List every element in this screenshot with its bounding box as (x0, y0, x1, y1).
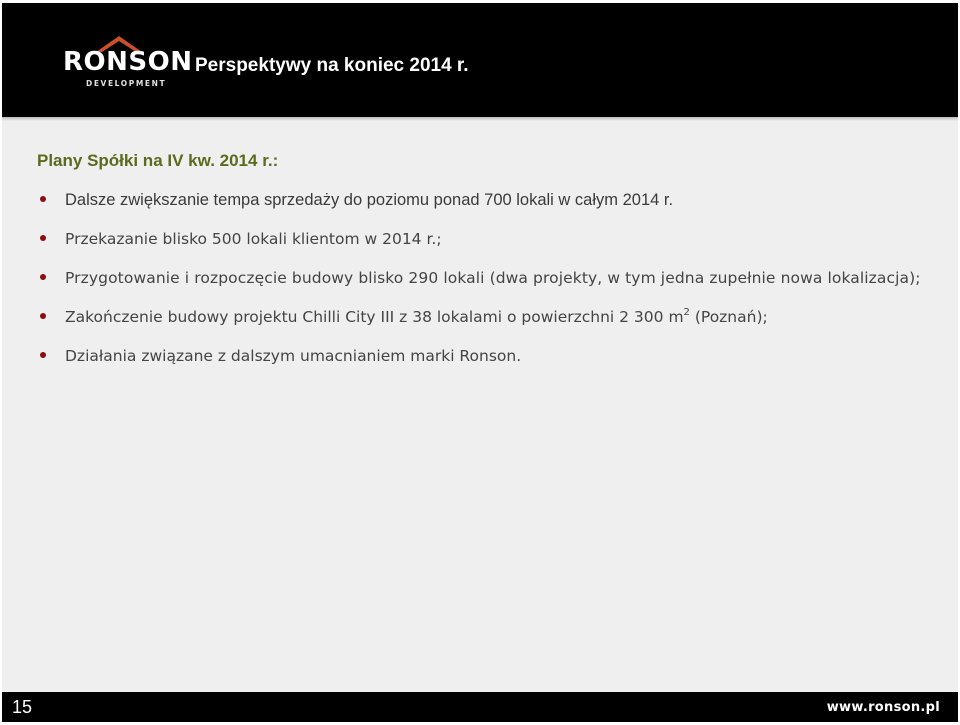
slide (2, 3, 958, 722)
bullet-text-tail: (Poznań); (689, 308, 768, 326)
bullet-dot-icon (40, 235, 46, 241)
bullet-text: Dalsze zwiększanie tempa sprzedaży do poziomu ponad 700 lokali w całym 2014 r. (65, 191, 674, 209)
footer-bar (2, 692, 958, 722)
bullet-dot-icon (40, 352, 46, 358)
superscript: 2 (683, 306, 690, 318)
header-bar (2, 3, 958, 117)
bullet-text: Zakończenie budowy projektu Chilli City III z 38 lokalami o powierzchni 2 300 m (65, 308, 684, 326)
bullet-item (37, 190, 927, 210)
slide-title: Perspektywy na koniec 2014 r. (195, 55, 469, 76)
bullet-text: Przekazanie blisko 500 lokali klientom w 2014 r.; (65, 230, 442, 248)
bullet-item (37, 229, 927, 249)
bullet-text: Działania związane z dalszym umacnianiem marki Ronson. (65, 347, 522, 365)
bullet-dot-icon (40, 313, 46, 319)
ronson-logo (62, 33, 193, 91)
footer-url[interactable]: www.ronson.pl (826, 700, 940, 715)
bullet-list (37, 190, 927, 366)
logo-wordmark: RONSON (63, 47, 193, 77)
bullet-item (37, 268, 927, 288)
section-heading: Plany Spółki na IV kw. 2014 r.: (37, 151, 279, 170)
logo-subtitle: DEVELOPMENT (86, 79, 167, 88)
slide-content (37, 150, 927, 385)
bullet-dot-icon (40, 274, 46, 280)
bullet-text: Przygotowanie i rozpoczęcie budowy blisko 290 lokali (dwa projekty, w tym jedna zupełnie nowa lokalizacja); (65, 269, 921, 287)
page-number: 15 (12, 697, 33, 717)
header-shadow (2, 117, 958, 121)
bullet-dot-icon (40, 196, 46, 202)
bullet-item (37, 307, 927, 327)
bullet-item (37, 346, 927, 366)
